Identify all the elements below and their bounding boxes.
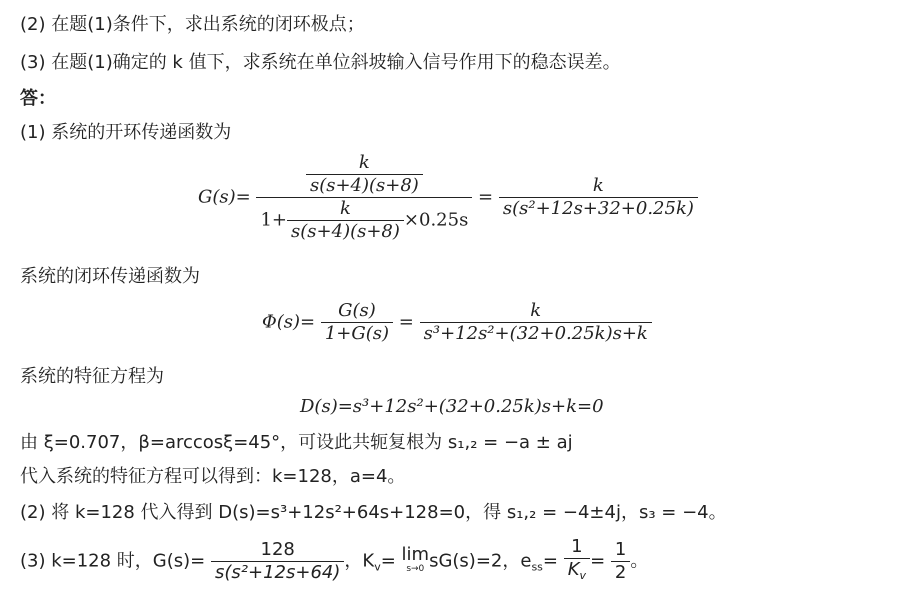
damping-line: 由 ξ=0.707，β=arccosξ=45°，可设此共轭复根为 s₁,₂ = −a ± aj (20, 432, 573, 453)
answer-heading: 答： (20, 88, 56, 109)
eq1-big-denominator (256, 198, 472, 243)
a3-kv-sub: v (374, 560, 381, 574)
substitution-line: 代入系统的特征方程可以得到：k=128，a=4。 (20, 466, 406, 487)
a3-ess-sub: ss (531, 560, 543, 574)
a3-kv-text: ，K (344, 550, 375, 572)
a3-g-den: s(s²+12s+64) (215, 562, 341, 583)
answer-3-line: (3) k=128 时，G(s)= $\frac{128}{\text{s(s²+12s+64)}}$ ，$K_v=$ lim s→0 sG(s)=2，$e_{ss}=$ $\frac{1}{K_v}$ = $\frac{1}{2}$ 。 (20, 536, 648, 587)
a3-lim-word: lim (401, 543, 430, 565)
eq1-rhs-num: k (499, 175, 698, 198)
eq2-equals: = (398, 311, 414, 333)
char-eq-label: 系统的特征方程为 (20, 366, 164, 387)
eq2-f1-den: 1+G(s) (324, 323, 390, 344)
a3-e-den: $K_v$ (567, 559, 587, 582)
question-3-line: (3) 在题(1)确定的 k 值下，求系统在单位斜坡输入信号作用下的稳态误差。 (20, 52, 621, 73)
a3-e-fraction (564, 536, 590, 587)
a3-e-num: 1 (564, 536, 590, 559)
a3-prefix: (3) k=128 时，G(s)= (20, 550, 206, 572)
a3-eq-sign: = (542, 550, 558, 572)
eq2-fraction-1 (321, 300, 393, 345)
a3-g-fraction (211, 539, 344, 584)
eq2-f1-num: G(s) (321, 300, 393, 323)
closed-loop-equation (262, 300, 652, 345)
a3-end: 。 (630, 550, 649, 572)
a3-limit (401, 543, 430, 576)
eq1-den-frac-den: s(s+4)(s+8) (291, 221, 400, 242)
eq1-equals: = (478, 186, 494, 208)
open-loop-equation (198, 152, 698, 243)
closed-loop-label: 系统的闭环传递函数为 (20, 266, 200, 287)
eq2-lhs: Φ(s)= (262, 311, 316, 333)
eq2-f2-num: k (420, 300, 652, 323)
a3-half-fraction (611, 539, 630, 584)
eq1-den-fraction (287, 198, 404, 243)
question-2-line: (2) 在题(1)条件下，求出系统的闭环极点； (20, 14, 365, 35)
eq1-big-numerator (256, 152, 472, 198)
a3-h-den: 2 (614, 562, 627, 583)
a3-lim-rest: sG(s)=2，e (429, 550, 532, 572)
open-loop-label: (1) 系统的开环传递函数为 (20, 122, 232, 143)
eq1-den-prefix: 1+ (260, 209, 288, 231)
a3-eq-sign-2: = (590, 550, 606, 572)
eq2-f2-den: s³+12s²+(32+0.25k)s+k (423, 323, 648, 344)
characteristic-equation: D(s)=s³+12s²+(32+0.25k)s+k=0 (300, 396, 604, 417)
a3-lim-sub: s→0 (406, 563, 425, 574)
eq1-big-fraction (256, 152, 472, 243)
eq1-den-frac-num: k (287, 198, 404, 221)
answer-2-line: (2) 将 k=128 代入得到 D(s)=s³+12s²+64s+128=0，得 s₁,₂ = −4±4j，s₃ = −4。 (20, 502, 727, 523)
a3-g-num: 128 (211, 539, 344, 562)
eq1-rhs-den: s(s²+12s+32+0.25k) (502, 198, 694, 219)
eq1-rhs-fraction (499, 175, 698, 220)
eq1-inner-num: k (306, 152, 423, 175)
eq2-fraction-2 (420, 300, 652, 345)
eq1-lhs: G(s)= (198, 186, 251, 208)
eq1-den-suffix: ×0.25s (403, 209, 469, 231)
eq1-inner-fraction (306, 152, 423, 197)
a3-h-num: 1 (611, 539, 630, 562)
eq1-inner-den: s(s+4)(s+8) (309, 175, 419, 196)
